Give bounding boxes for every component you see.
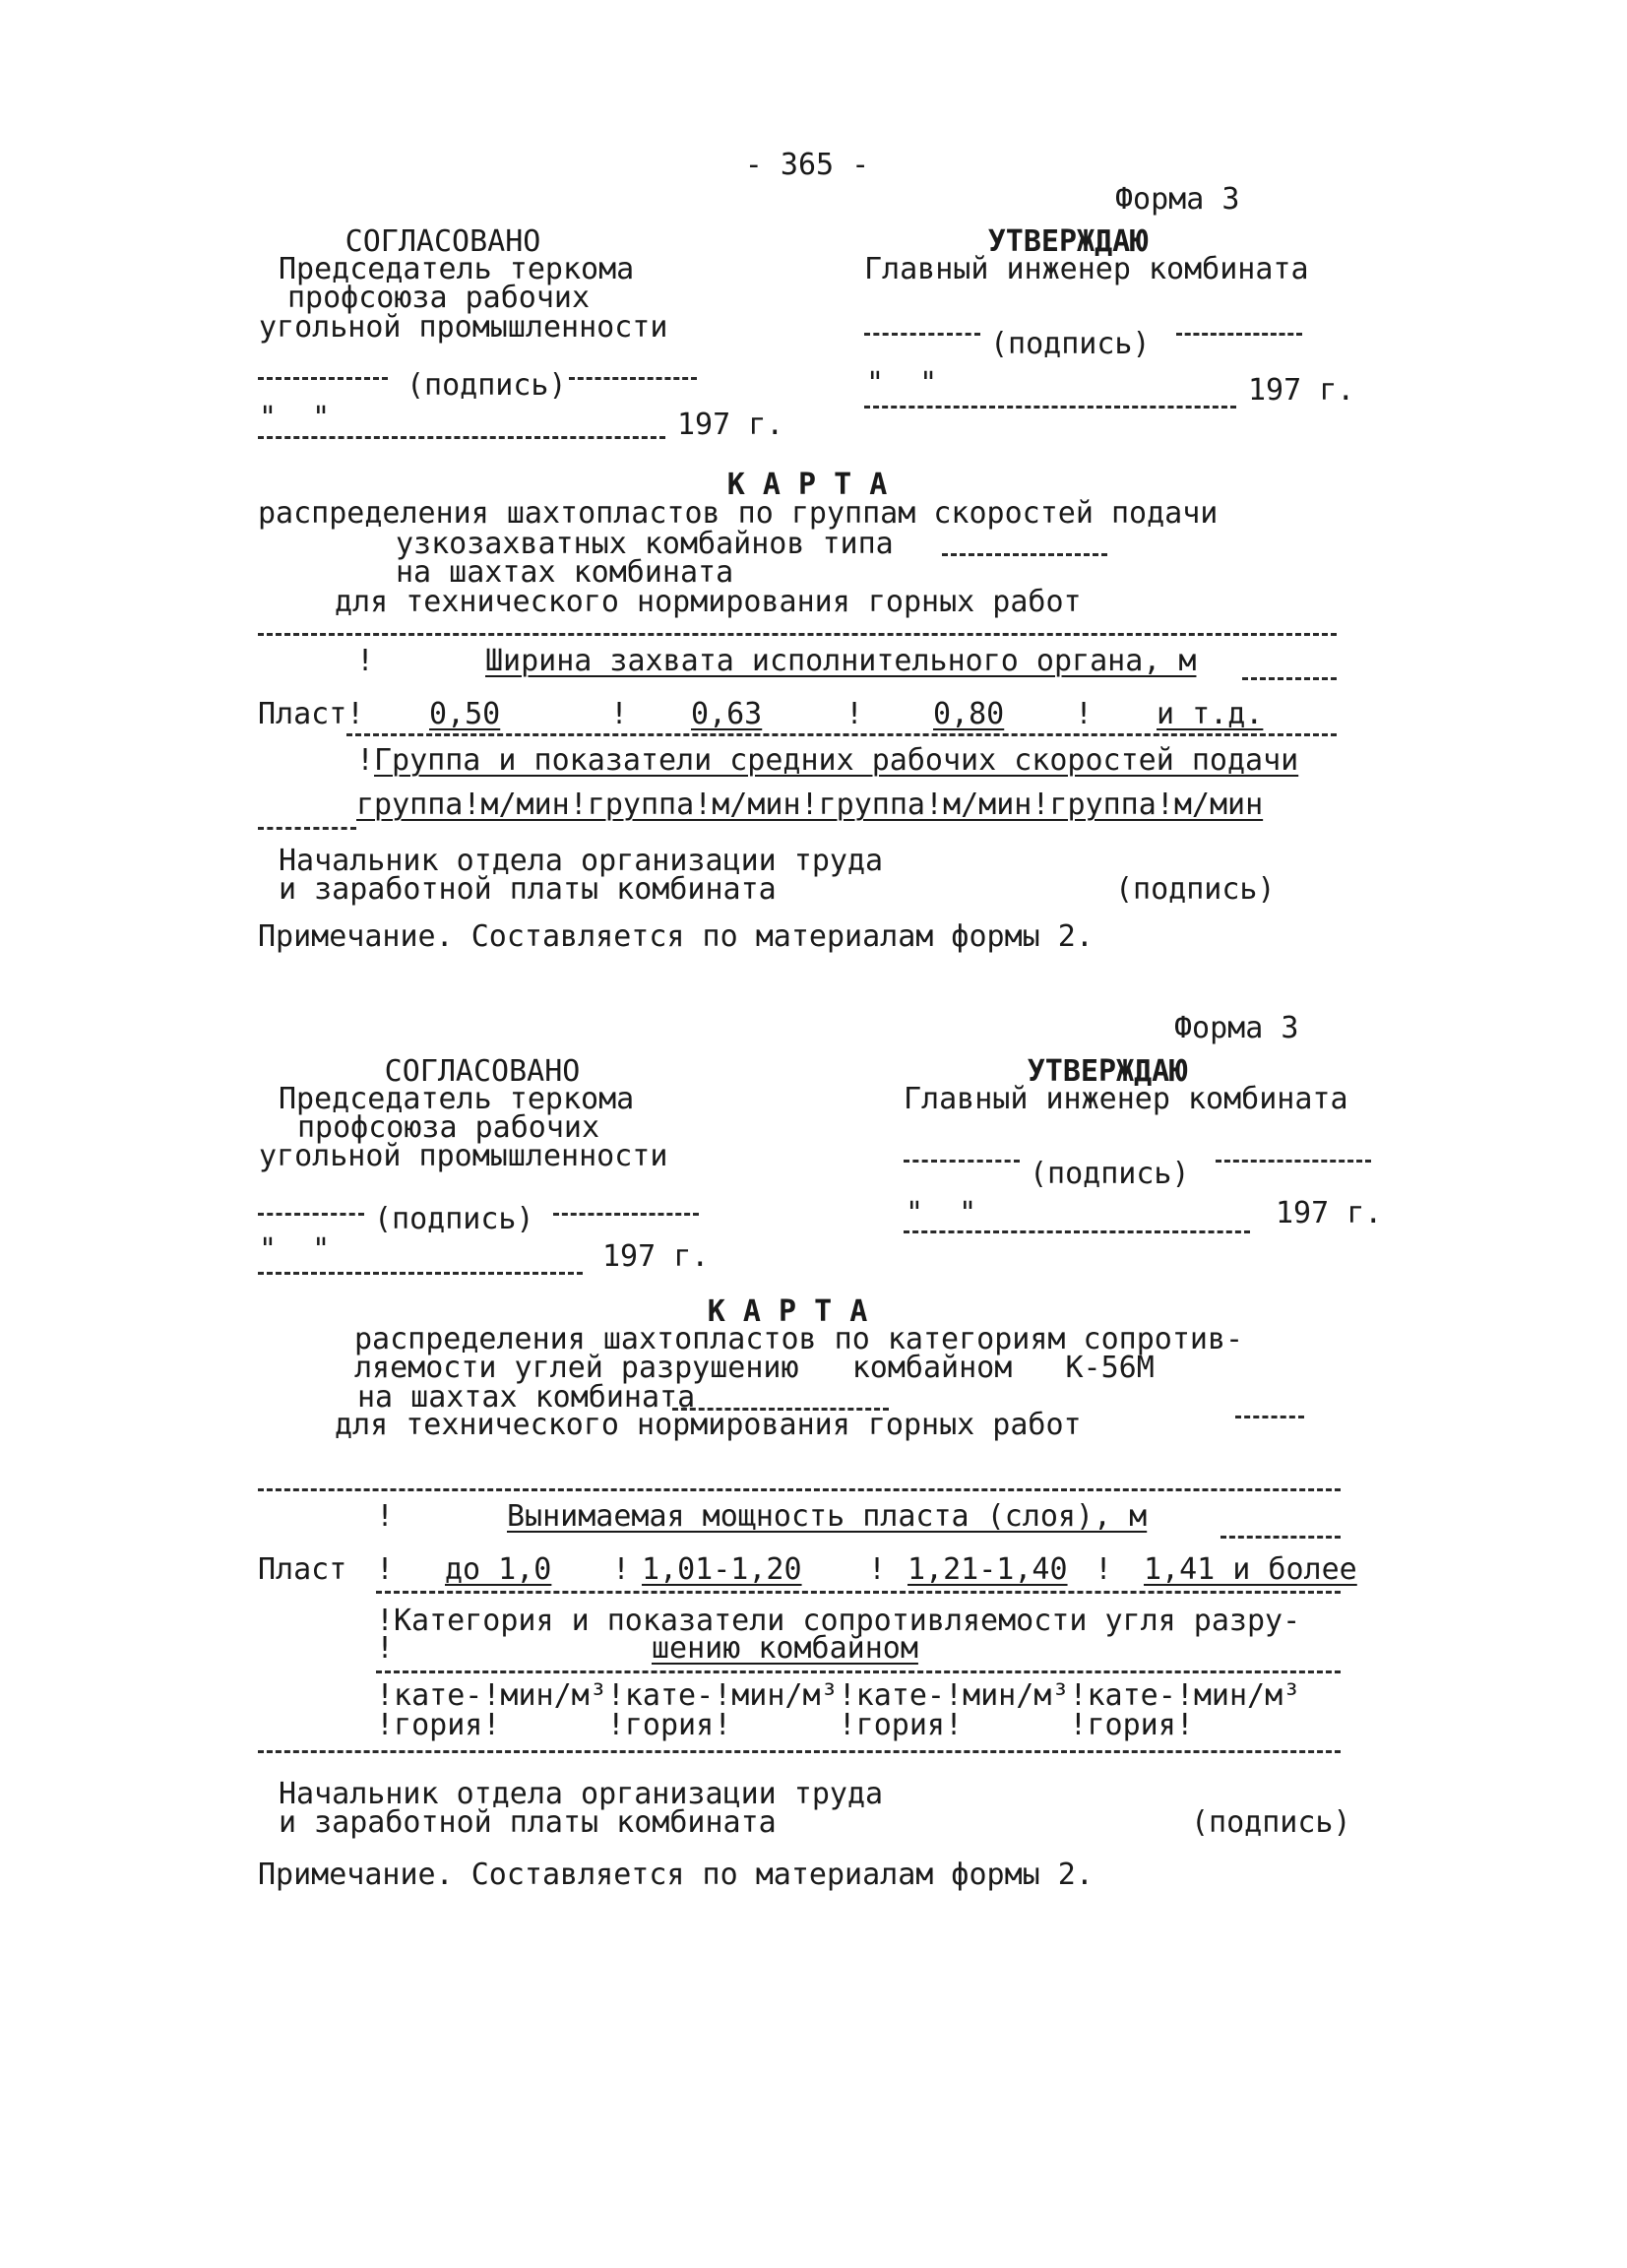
date-line	[864, 406, 1236, 409]
agreed-title: СОГЛАСОВАНО	[344, 224, 541, 259]
table-rule	[258, 1750, 1341, 1753]
table-rule	[1242, 677, 1337, 680]
footer-line-2: и заработной платы комбината	[279, 1805, 777, 1840]
signature-line	[864, 333, 980, 336]
footer-line-2: и заработной платы комбината	[279, 872, 777, 907]
width-value: 0,80	[933, 697, 1005, 731]
agreed-line-1: Председатель теркома	[279, 252, 635, 286]
card-subtitle-2: узкозахватных комбайнов типа	[396, 527, 894, 561]
width-value: 0,63	[691, 697, 763, 731]
blank-line	[1235, 1416, 1304, 1418]
card-heading: К А Р Т А	[707, 1294, 868, 1329]
card-subtitle-1: распределения шахтопластов по группам скоростей подачи	[258, 496, 1219, 531]
page-number: - 365 -	[744, 148, 870, 182]
card-subtitle-4: для технического нормирования горных работ	[335, 585, 1082, 619]
table-rule	[258, 827, 356, 830]
signature-line	[904, 1160, 1020, 1163]
footer-line-1: Начальник отдела организации труда	[279, 844, 884, 878]
date-line	[258, 1272, 583, 1275]
date-year: 197 г.	[677, 408, 784, 442]
signature-caption: (подпись)	[1030, 1157, 1190, 1191]
row-label: Пласт	[258, 697, 347, 731]
card-heading: К А Р Т А	[726, 468, 888, 502]
row-label: Пласт	[258, 1552, 347, 1587]
category-header-2: шению комбайном	[652, 1631, 918, 1666]
signature-line	[553, 1213, 699, 1216]
form-label: Форма 3	[1115, 182, 1240, 217]
agreed-line-2: профсоюза рабочих	[297, 1110, 600, 1145]
note: Примечание. Составляется по материалам формы 2.	[258, 1858, 1094, 1892]
form-label: Форма 3	[1174, 1011, 1299, 1045]
card-subtitle-3: на шахтах комбината	[357, 1380, 696, 1415]
agreed-line-3: угольной промышленности	[259, 310, 668, 345]
category-header-1: Категория и показатели сопротивляемости угля разру-	[394, 1604, 1301, 1638]
signature-line	[258, 377, 388, 380]
thickness-range: до 1,0	[445, 1552, 552, 1587]
footer-line-1: Начальник отдела организации труда	[279, 1777, 884, 1811]
date-year: 197 г.	[1248, 373, 1355, 408]
approved-title: УТВЕРЖДАЮ	[1027, 1054, 1188, 1089]
agreed-title: СОГЛАСОВАНО	[384, 1054, 581, 1089]
signature-line	[1216, 1160, 1371, 1163]
agreed-line-2: профсоюза рабочих	[287, 281, 591, 315]
thickness-range: 1,01-1,20	[642, 1552, 802, 1587]
category-subheader-1: !кате-!мин/м³!кате-!мин/м³!кате-!мин/м³!кате-!мин/м³	[376, 1678, 1301, 1713]
date-quotes: " "	[259, 401, 331, 435]
table-rule	[258, 1488, 1341, 1491]
date-line	[904, 1230, 1250, 1233]
signature-caption: (подпись)	[374, 1202, 534, 1236]
card-subtitle-1: распределения шахтопластов по категориям сопротив-	[354, 1322, 1244, 1356]
card-subtitle-4: для технического нормирования горных работ	[335, 1408, 1082, 1442]
table-rule	[376, 1670, 1341, 1673]
footer-signature: (подпись)	[1191, 1805, 1351, 1840]
date-quotes: " "	[259, 1232, 331, 1267]
date-quotes: " "	[866, 366, 938, 401]
approved-line-1: Главный инженер комбината	[904, 1082, 1348, 1116]
width-value: и т.д.	[1157, 697, 1264, 731]
card-subtitle-3: на шахтах комбината	[396, 555, 734, 590]
date-quotes: " "	[906, 1196, 977, 1230]
signature-line	[258, 1213, 364, 1216]
signature-line	[1176, 333, 1302, 336]
date-line	[258, 436, 665, 439]
blank-line	[942, 553, 1107, 556]
agreed-line-1: Председатель теркома	[279, 1082, 635, 1116]
card-subtitle-2: ляемости углей разрушению комбайном К-56М	[354, 1351, 1155, 1385]
note: Примечание. Составляется по материалам формы 2.	[258, 919, 1094, 954]
thickness-range: 1,21-1,40	[907, 1552, 1068, 1587]
category-subheader-2: !гория! !гория! !гория! !гория!	[376, 1708, 1194, 1742]
width-value: 0,50	[429, 697, 501, 731]
table-rule	[346, 733, 1337, 736]
date-year: 197 г.	[602, 1239, 710, 1274]
table-rule	[1220, 1536, 1341, 1539]
approved-line-1: Главный инженер комбината	[864, 252, 1309, 286]
agreed-line-3: угольной промышленности	[259, 1139, 668, 1173]
signature-caption: (подпись)	[407, 368, 567, 403]
date-year: 197 г.	[1276, 1196, 1383, 1230]
table-rule	[258, 633, 1337, 636]
footer-signature: (подпись)	[1115, 872, 1276, 907]
approved-title: УТВЕРЖДАЮ	[987, 224, 1149, 259]
table-rule	[376, 1591, 1341, 1594]
width-header: Ширина захвата исполнительного органа, м	[485, 644, 1197, 678]
thickness-header: Вынимаемая мощность пласта (слоя), м	[507, 1499, 1148, 1534]
thickness-range: 1,41 и более	[1144, 1552, 1357, 1587]
signature-caption: (подпись)	[990, 327, 1151, 361]
group-subheader: группа!м/мин!группа!м/мин!группа!м/мин!группа!м/мин	[356, 788, 1264, 822]
signature-line	[569, 377, 697, 380]
group-header: Группа и показатели средних рабочих скоростей подачи	[374, 743, 1299, 778]
